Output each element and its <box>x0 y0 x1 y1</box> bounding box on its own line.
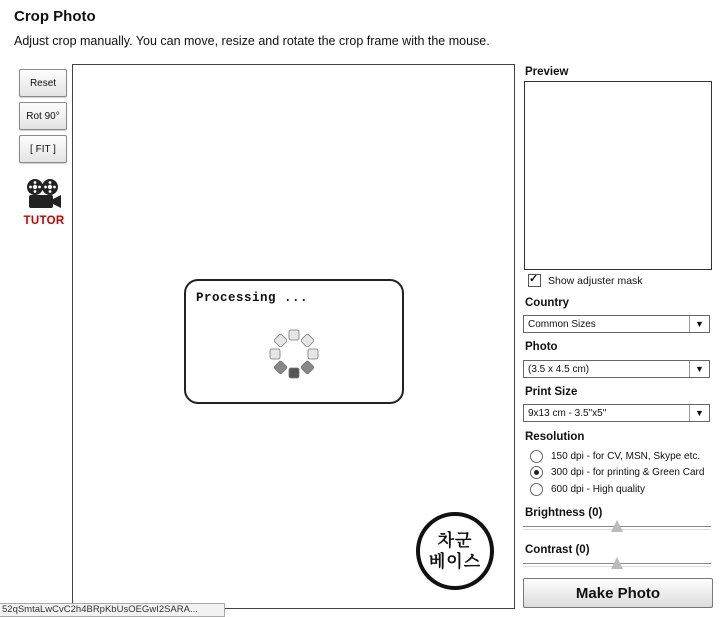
show-mask-checkbox[interactable] <box>528 274 541 287</box>
resolution-option-label: 300 dpi - for printing & Green Card <box>551 467 705 478</box>
preview-label: Preview <box>525 66 569 78</box>
country-select[interactable] <box>523 315 710 333</box>
spinner-segment <box>289 330 299 340</box>
tutor-link[interactable] <box>18 178 70 227</box>
spinner-segment <box>289 368 299 378</box>
resolution-option-label: 150 dpi - for CV, MSN, Skype etc. <box>551 451 701 462</box>
stamp-line-2: 베이스 <box>428 552 482 571</box>
show-mask-toggle[interactable] <box>528 274 643 287</box>
page-subtitle: Adjust crop manually. You can move, resize and rotate the crop frame with the mouse. <box>14 34 490 48</box>
reset-button[interactable]: Reset <box>19 69 67 97</box>
resolution-option-300[interactable] <box>530 466 704 479</box>
rotate-90-button[interactable]: Rot 90° <box>19 102 67 130</box>
print-size-label: Print Size <box>525 386 578 398</box>
resolution-option-150[interactable] <box>530 450 700 463</box>
radio-button[interactable] <box>530 450 543 463</box>
slider-thumb[interactable] <box>611 520 623 532</box>
make-photo-button[interactable]: Make Photo <box>523 578 713 608</box>
print-size-select[interactable] <box>523 404 710 422</box>
country-label: Country <box>525 297 570 309</box>
check-icon: ✓ <box>529 273 539 285</box>
page-title: Crop Photo <box>14 8 96 25</box>
show-mask-label: Show adjuster mask <box>548 274 643 287</box>
spinner-segment <box>273 360 287 374</box>
processing-dialog <box>184 279 404 404</box>
spinner-segment <box>270 349 280 359</box>
brightness-slider[interactable] <box>523 520 711 534</box>
resolution-option-600[interactable] <box>530 483 645 496</box>
print-size-select-value: 9x13 cm - 3.5"x5" <box>528 408 607 419</box>
resolution-label: Resolution <box>525 431 585 443</box>
spinner-segment <box>300 360 314 374</box>
chevron-down-icon: ▼ <box>689 316 709 332</box>
stamp-line-1: 차군 <box>437 531 473 550</box>
tutor-label: TUTOR <box>23 215 65 227</box>
chevron-down-icon: ▼ <box>689 361 709 377</box>
processing-text: Processing ... <box>196 291 309 305</box>
photo-select-value: (3.5 x 4.5 cm) <box>528 364 590 375</box>
preview-box <box>524 81 712 270</box>
radio-selected-dot <box>534 470 539 475</box>
radio-button[interactable] <box>530 466 543 479</box>
country-select-value: Common Sizes <box>528 319 596 330</box>
slider-thumb[interactable] <box>611 557 623 569</box>
chevron-down-icon: ▼ <box>689 405 709 421</box>
status-bar-url: 52qSmtaLwCvC2h4BRpKbUsOEGwI2SARA... <box>0 603 225 617</box>
crop-canvas[interactable] <box>72 64 515 609</box>
photo-select[interactable] <box>523 360 710 378</box>
spinner-segment <box>273 333 287 347</box>
spinner-segment <box>300 333 314 347</box>
contrast-label: Contrast (0) <box>525 544 590 556</box>
watermark-stamp <box>416 512 494 590</box>
photo-label: Photo <box>525 341 558 353</box>
fit-button[interactable]: [ FIT ] <box>19 135 67 163</box>
resolution-option-label: 600 dpi - High quality <box>551 484 645 495</box>
spinner-segment <box>308 349 318 359</box>
contrast-slider[interactable] <box>523 557 711 571</box>
loading-spinner-icon <box>267 327 321 386</box>
film-camera-icon <box>25 197 63 214</box>
brightness-label: Brightness (0) <box>525 507 603 519</box>
radio-button[interactable] <box>530 483 543 496</box>
